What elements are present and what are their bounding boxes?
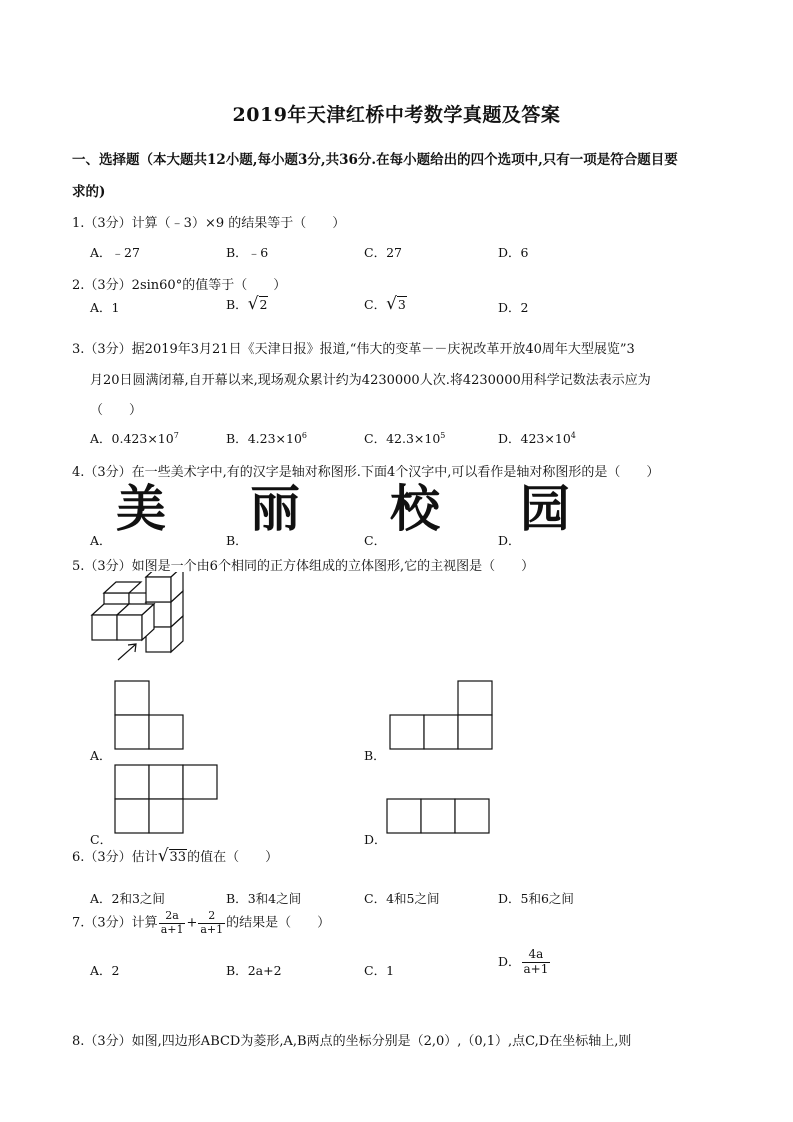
question-1-stem: 1.（3分）计算（﹣3）×9 的结果等于（ ） <box>72 216 346 231</box>
question-4-stem: 4.（3分）在一些美术字中,有的汉字是轴对称图形.下面4个汉字中,可以看作是轴对称图形的是（ ） <box>72 465 660 480</box>
q2-option-c[interactable]: C．√3 <box>364 294 406 314</box>
q1-option-b[interactable]: B．﹣6 <box>226 245 269 260</box>
q4-option-b[interactable]: B． <box>226 533 248 548</box>
q3-option-a[interactable]: A．$0.423\times 10^7$ <box>90 430 179 446</box>
q5-option-b[interactable]: B． <box>364 748 386 763</box>
q7-option-d[interactable]: D． $\frac{4a}{a+1}$ <box>498 947 549 976</box>
question-3-line2: 月20日圆满闭幕,自开幕以来,现场观众累计约为4230000人次.将4230000用科学记数法表示应为 <box>90 373 651 388</box>
q5-option-c-figure <box>114 764 220 836</box>
q4-character-a: 美 <box>116 480 166 538</box>
section-heading-line2: 求的) <box>72 184 106 200</box>
q6-option-a[interactable]: A．2和3之间 <box>90 891 165 906</box>
q5-option-d[interactable]: D． <box>364 832 387 847</box>
q1-option-d[interactable]: D．6 <box>498 245 529 260</box>
question-2-stem: 2.（3分）2sin60°的值等于（ ） <box>72 278 287 293</box>
q7-option-c[interactable]: C．1 <box>364 963 395 978</box>
q4-option-c[interactable]: C． <box>364 533 387 548</box>
question-5-stem: 5.（3分）如图是一个由6个相同的正方体组成的立体图形,它的主视图是（ ） <box>72 559 535 574</box>
q7-option-b[interactable]: B．2a+2 <box>226 963 282 978</box>
q4-character-b: 丽 <box>250 480 300 538</box>
q2-option-d[interactable]: D．2 <box>498 300 529 315</box>
q5-option-d-figure <box>386 798 492 836</box>
q5-solid-figure <box>84 572 194 667</box>
q7-option-a[interactable]: A．2 <box>90 963 120 978</box>
q5-option-c[interactable]: C． <box>90 832 113 847</box>
question-8-stem: 8.（3分）如图,四边形ABCD为菱形,A,B两点的坐标分别是（2,0）,（0,1）,点C,D在坐标轴上,则 <box>72 1034 632 1049</box>
q2-option-a[interactable]: A．1 <box>90 300 120 315</box>
q4-option-d[interactable]: D． <box>498 533 521 548</box>
q1-option-a[interactable]: A．﹣27 <box>90 245 140 260</box>
question-7-stem: 7.（3分）计算 $\frac{2a}{a+1}$ + $\frac{2}{a+1}$ 的结果是（ ） <box>72 909 331 936</box>
question-3-line3: （ ） <box>90 403 143 418</box>
page-title: 2019年天津红桥中考数学真题及答案 <box>232 104 561 126</box>
section-heading-line1: 一、选择题（本大题共12小题,每小题3分,共36分.在每小题给出的四个选项中,只有一项是符合题目要 <box>72 152 678 168</box>
q5-option-a-figure <box>114 680 186 752</box>
q4-character-d: 园 <box>520 480 570 538</box>
question-3-line1: 3.（3分）据2019年3月21日《天津日报》报道,“伟大的变革－－庆祝改革开放40周年大型展览”3 <box>72 342 635 357</box>
q2-option-b[interactable]: B．√2 <box>226 294 268 314</box>
q1-option-c[interactable]: C．27 <box>364 245 402 260</box>
q6-option-d[interactable]: D．5和6之间 <box>498 891 574 906</box>
q3-option-b[interactable]: B．$4.23\times 10^6$ <box>226 430 307 446</box>
q3-option-c[interactable]: C．$42.3\times 10^5$ <box>364 430 446 446</box>
q5-option-a[interactable]: A． <box>90 748 112 763</box>
q5-option-b-figure <box>389 680 495 752</box>
q6-option-b[interactable]: B．3和4之间 <box>226 891 302 906</box>
q3-option-d[interactable]: D．$423\times 10^4$ <box>498 430 576 446</box>
q4-character-c: 校 <box>390 480 440 538</box>
question-6-stem: 6.（3分）估计√33的值在（ ） <box>72 846 279 866</box>
q6-option-c[interactable]: C．4和5之间 <box>364 891 440 906</box>
q4-option-a[interactable]: A． <box>90 533 112 548</box>
